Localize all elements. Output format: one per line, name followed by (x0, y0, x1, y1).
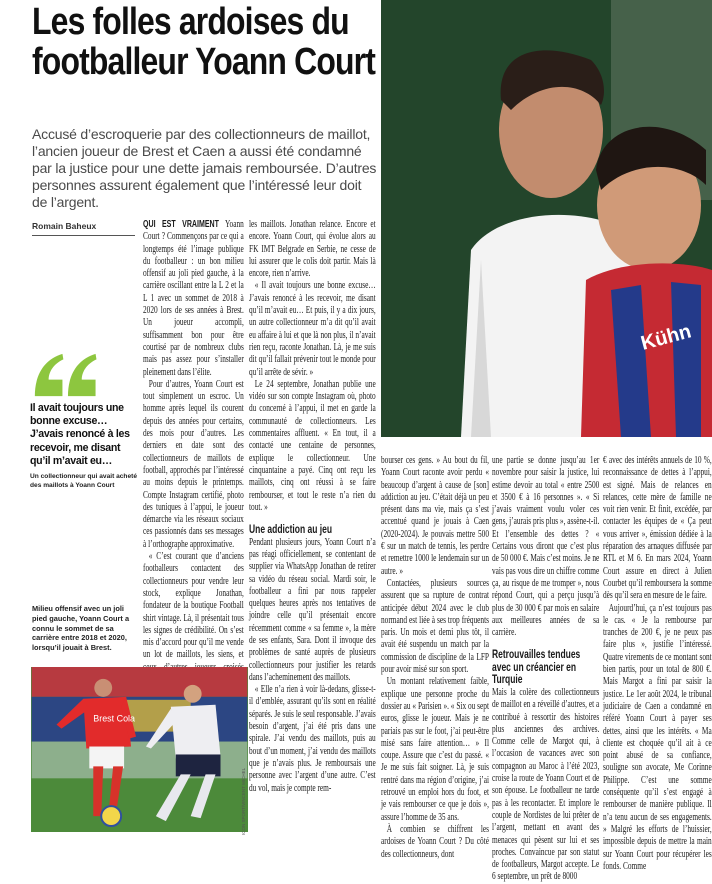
players-portrait-illustration (381, 0, 712, 437)
article-paragraph: bourser ces gens. » Au bout du fil, Yoann Court raconte avoir perdu « beaucoup d’argent à cause de [son] addiction au jeu. C’était déjà un peu présent dans ma vie, mais ça s’est accentué quand je jouais à Caen (2020-2024). Je pouvais mettre 500 € sur un match de tennis, les perdre et remettre 1000 le lendemain sur un autre. » (381, 455, 489, 577)
article-paragraph: Pendant plusieurs jours, Yoann Court n’a pas réagi officiellement, se contentant de supplier via WhatsApp Jonathan de retirer sa vidéo du réseau social. Mardi soir, le footballeur a fini par nous rappeler quelques heures après nos tentatives de joindre celle qu’il présentait encore récemment comme « sa femme », la mère de ses enfants, Sara. Dont il invoque des problèmes de santé auprès de plusieurs collectionneurs pour justifier les retards dans l’acheminement des maillots. (249, 536, 376, 683)
article-column-3 (381, 455, 489, 860)
article-paragraph: Pour d’autres, Yoann Court est tout simplement un escroc. Un homme après lequel ils courent depuis des années pour certains, des mois pour d’autres. Les derniers en date sont des collectionneurs de maillots de football, approchés par l’intéressé au moins depuis le printemps. Compte Instagram certifié, photo des tuniques à l’appui, le joueur démarche via les réseaux sociaux ces passionnés dans ses messages à l’orthographe approximative. (143, 378, 244, 550)
article-paragraph: Mais la colère des collectionneurs de maillot en a réveillé d’autres, et a contribué à ressortir des histoires plus anciennes des archives. Comme celle de Margot qui, à l’occasion de vacances avec son compagnon au Maroc à l’été 2023, croise la route de Yoann Court et de son épouse. Le footballeur ne tarde pas à les recontacter. Et implore le couple de Nordistes de lui prêter de l’argent, mettant en avant des menaces qui pèsent sur lui et ses proches. Convaincue par son statut de footballeurs, Margot accepte. Le 6 septembre, un prêt de 8000 (492, 686, 600, 883)
section-heading: Une addiction au jeu (249, 522, 333, 537)
article-paragraph (143, 219, 244, 379)
article-paragraph: « Il avait toujours une bonne excuse… J’avais renoncé à les recevoir, me disant qu’il m’avait eu… Et puis, il y a dix jours, un autre collectionneur m’a dit qu’il avait eu affaire à lui et que là non plus, il n’avait rien reçu, raconte Jonathan. Là, je me suis dit qu’il fallait prévenir tout le monde pour qu’il arrête de sévir. » (249, 280, 376, 378)
photo-brest-match (31, 667, 248, 832)
byline: Romain Baheux (32, 221, 135, 236)
article-paragraph: « C’est courant que d’anciens footballeurs contactent des collectionneurs pour vendre leur stock, explique Jonathan, fondateur de la boutique Football shirt vintage. Là, il présentait tous les signes de crédibilité. On s’est mis d’accord pour qu’il me vende un lot de maillots, les siens, et (143, 551, 244, 661)
jersey-sponsor-text: Brest Cola (93, 713, 136, 724)
article-paragraph: « Elle n’a rien à voir là-dedans, glisse-t-il d’emblée, assurant qu’ils sont en réalité séparés. Je suis le seul responsable. J’avais besoin d’argent, j’ai été pris dans une spirale. J’ai vendu des maillots, puis au bout d’un moment, j’ai vendu des maillots que je n’avais plus. Je remboursais une personne avec l’argent d’une autre. C’est du vol, mais je compte rem- (249, 684, 376, 794)
article-paragraph: Le 24 septembre, Jonathan publie une vidéo sur son compte Instagram où, photo du concerné à l’appui, il met en garde la communauté de collectionneurs. Les commentaires affluent. « En tout, il a contacté une centaine de personnes, explique le collectionneur. Une cinquantaine a payé. Cinq ont reçu les maillots, cinq ont réussi à se faire rembourser, et tout le reste n’a rien du tout. » (249, 378, 376, 513)
pull-quote-block (30, 352, 142, 490)
pull-quote: Il avait toujours une bonne excuse… J’avais renoncé à les recevoir, me disant qu’il m’avait eu… (30, 402, 130, 467)
photo-yoann-court (381, 0, 712, 437)
article-paragraph: une partie se donne jusqu’au 1er novembre pour saisir la justice, lui estime devoir au total « entre 2500 et 3500 € à 16 personnes ». « Si j’avais vraiment voulu voler ces gens, j’aurais pris plus », assène-t-il. Et l’ensemble des dettes ? « Certains vous diront que c’est plus de 50 000 €. Mais c’est moins. Je ne vais pas vous dire un chiffre comme ça, au risque de me tromper », nous répond Court, qui a perçu jusqu’à plus de 30 000 € par mois en salaire aux meilleures années de sa carrière. (492, 455, 600, 639)
photo-caption: Milieu offensif avec un joli pied gauche, Yoann Court a connu le sommet de sa carrière entre 2018 et 2020, lorsqu’il jouait à Brest. (32, 604, 140, 653)
football-match-illustration (31, 667, 248, 832)
quote-mark-icon (30, 352, 105, 398)
article-paragraph: À combien se chiffrent les ardoises de Yoann Court ? Du côté des collectionneurs, dont (381, 823, 489, 860)
photo-credit: ICON SPORT/VINCENT MICHEL (241, 767, 246, 835)
article-paragraph: € avec des intérêts annuels de 10 %, reconnaissance de dettes à l’appui, est signé. Mais de relances en relances, cette mère de famille ne voit rien venir. Et finit, excédée, par contacter les équipes de « Ça peut vous arriver », émission dédiée à la réparation des arnaques diffusée par RTL et M 6. En mars 2024, Yoann Court assure en direct à Julien Courbet qu’il remboursera la somme dès qu’il sera en mesure de le faire. (603, 455, 712, 602)
article-column-2 (249, 219, 376, 846)
article-paragraph: Contactées, plusieurs sources assurent que sa rupture de contrat anticipée début 2024 avec le club normand est liée à ses trop fréquents paris. Un mois et demi plus tôt, il avait été suspendu un match par la commission de discipline de la LFP pour avoir misé sur son sport. (381, 577, 489, 676)
headline: Les folles ardoises du footballeur Yoann Court (32, 1, 376, 83)
article-column-5 (603, 455, 712, 872)
article-paragraph: les maillots. Jonathan relance. Encore et encore. Yoann Court, qui évolue alors au FK IMT Belgrade en Serbie, ne cesse de lui assurer que le colis doit partir. Mais là encore, rien n’arrive. (249, 219, 376, 280)
pull-quote-attribution: Un collectionneur qui avait acheté des maillots à Yoann Court (30, 473, 137, 490)
article-column-4 (492, 455, 600, 883)
article-paragraph: Aujourd’hui, ça n’est toujours pas le cas. « Je la rembourse par tranches de 200 €, je ne peux pas faire plus », justifie l’intéressé. Quatre virements de ce montant sont bien partis, pour un total de 800 €. Mais Margot a fini par saisir la justice. Le 1er août 2024, le tribunal judiciaire de Caen a condamné en référé Yoann Court à payer ses dettes, ainsi que les intérêts. « Ma cliente est choquée qu’il ait à ce point abusé de sa confiance, souligne son avocate, Me Corinne Philippe. C’est une somme conséquente qu’il s’est engagé à rembourser de manière publique. Il n’a tenu aucun de ses engagements. » Malgré les efforts de l’huissier, impossible depuis de mettre la main sur Yoann Court pour récupérer les fonds. Comme (603, 602, 712, 872)
section-heading: Retrouvailles tendues avec un créancier en Turquie (492, 647, 581, 687)
article-column-1 (143, 219, 244, 665)
paragraph-text: Yoann Court ? Commençons par ce qui a longtemps été l’image publique du footballeur : un bon milieu offensif au joli pied gauche, à la carrière oscillant entre la L 2 et la L 1 avec un sommet de 2018 à 2020 lors de ses années à Brest. Un joueur accompli, suffisamment bon pour être courtisé par de nombreux clubs mais pas assez pour s’installer pleinement dans l’élite. (143, 219, 244, 378)
deck-subtitle: Accusé d’escroquerie par des collectionneurs de maillot, l’ancien joueur de Brest et Caen a aussi été condamné par la justice pour une dette jamais remboursée. D’autres personnes assurent également que l’intéressé leur doit de l’argent. (32, 126, 377, 210)
article-paragraph: Un montant relativement faible, explique une personne proche du dossier au « Parisien ». « Six ou sept euros, glisse le joueur. Mais je ne pariais pas sur le foot, j’ai peut-être misé sans faire attention… » Il coupe. Assure que c’est du passé. « Je me suis fait soigner. Là, je suis rentré dans ma région d’origine, j’ai retrouvé un emploi hors du foot, et je vais rembourser ce que je dois », assure l’homme de 35 ans. (381, 676, 489, 823)
lead-in: QUI EST VRAIMENT (143, 219, 219, 230)
jersey-sponsor-text: Kühn (638, 320, 694, 355)
